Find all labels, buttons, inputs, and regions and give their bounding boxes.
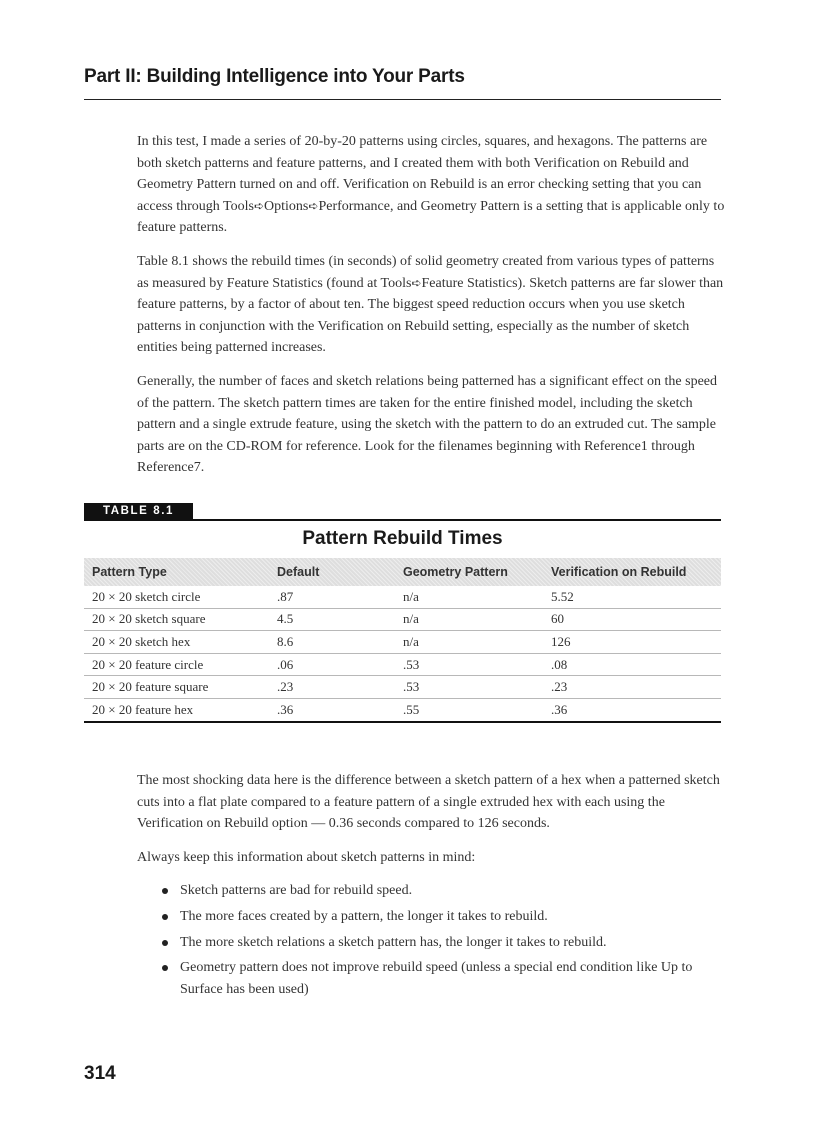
menu-arrow-icon: ➪ (411, 275, 422, 290)
table-cell: 4.5 (269, 608, 395, 631)
table-row (84, 698, 721, 721)
table-cell: .53 (395, 676, 543, 699)
intro-text (137, 131, 727, 491)
table-cell: .36 (543, 698, 721, 721)
table-cell: .23 (269, 676, 395, 699)
table-cell: 20 × 20 feature hex (84, 698, 269, 721)
table-cell: n/a (395, 586, 543, 608)
paragraph-1 (137, 131, 727, 239)
column-header: Pattern Type (92, 565, 167, 579)
table-header-row (84, 558, 721, 586)
list-item-text: The more faces created by a pattern, the longer it takes to rebuild. (180, 908, 548, 924)
table-cell: .23 (543, 676, 721, 699)
table-cell: .87 (269, 586, 395, 608)
menu-arrow-icon: ➪ (308, 198, 319, 213)
table-cell: 20 × 20 sketch hex (84, 631, 269, 654)
paragraph-1-text-2: Options (264, 198, 309, 214)
list-item (160, 906, 727, 928)
list-item-text: Geometry pattern does not improve rebuild speed (unless a special end condition like Up to Surface has been used) (180, 960, 693, 997)
bullet-icon (162, 914, 168, 920)
page-number: 314 (84, 1063, 116, 1084)
column-header: Verification on Rebuild (551, 565, 687, 579)
closing-text (137, 770, 727, 1004)
table-row (84, 608, 721, 631)
table-cell: 60 (543, 608, 721, 631)
menu-arrow-icon: ➪ (253, 198, 265, 213)
paragraph-5: Always keep this information about sketch patterns in mind: (137, 849, 476, 865)
table-cell: .55 (395, 698, 543, 721)
paragraph-4: The most shocking data here is the difference between a sketch pattern of a hex when a patterned sketch cuts into a flat plate compared to a feature pattern of a single extruded hex with each using the Verification on Rebuild option — 0.36 seconds compared to 126 seconds. (137, 773, 720, 832)
table-cell: .53 (395, 653, 543, 676)
table-cell: .08 (543, 653, 721, 676)
table-cell: .06 (269, 653, 395, 676)
paragraph-1-text-3: Performance, and Geometry Pattern is a setting that is applicable only to feature patterns. (137, 198, 725, 236)
running-head: Part II: Building Intelligence into Your Parts (84, 66, 465, 87)
paragraph-2-text: Table 8.1 shows the rebuild times (in seconds) of solid geometry created from various types of patterns as measured by Feature Statistics (found at Tools (137, 253, 715, 291)
table-cell: n/a (395, 631, 543, 654)
list-item (160, 957, 727, 1000)
rebuild-times-table (84, 558, 721, 723)
list-item-text: Sketch patterns are bad for rebuild speed. (180, 883, 413, 899)
table-cell: 20 × 20 sketch circle (84, 586, 269, 608)
table-label: TABLE 8.1 (84, 503, 193, 520)
table-row (84, 631, 721, 654)
paragraph-3: Generally, the number of faces and sketch relations being patterned has a significant effect on the speed of the pattern. The sketch pattern times are taken for the entire finished model, including the sketch pattern and a single extrude feature, using the sketch with the pattern to do an extruded cut. The sample parts are on the CD-ROM for reference. Look for the filenames beginning with Reference1 through Reference7. (137, 373, 717, 476)
table-cell: 20 × 20 feature circle (84, 653, 269, 676)
list-item (160, 880, 727, 902)
list-item (160, 932, 727, 954)
table-title: Pattern Rebuild Times (302, 528, 503, 549)
table-row (84, 586, 721, 608)
paragraph-2 (137, 251, 727, 359)
column-header: Geometry Pattern (403, 565, 508, 579)
table-cell: 20 × 20 sketch square (84, 608, 269, 631)
table-cell: n/a (395, 608, 543, 631)
table-cell: 126 (543, 631, 721, 654)
header-rule (84, 99, 721, 100)
table-cell: 5.52 (543, 586, 721, 608)
bullet-icon (162, 888, 168, 894)
table-row (84, 676, 721, 699)
paragraph-2-text-2: Feature Statistics). Sketch patterns are far slower than feature patterns, by a factor of about ten. The biggest speed reduction occurs when you use sketch patterns in conjunction with the Verification on Rebuild setting, especially as the number of sketch entities being patterned increases. (137, 275, 724, 356)
list-item-text: The more sketch relations a sketch pattern has, the longer it takes to rebuild. (180, 934, 607, 950)
bullet-icon (162, 940, 168, 946)
paragraph-1-text: In this test, I made a series of 20-by-20 patterns using circles, squares, and hexagons. The patterns are both sketch patterns and feature patterns, and I created them with both Verification on Rebuild and Geometry Pattern turned on and off. Verification on Rebuild is an error checking setting that you can access through Tools (137, 134, 708, 214)
table-top-rule (84, 519, 721, 521)
table-cell: 20 × 20 feature square (84, 676, 269, 699)
table-row (84, 653, 721, 676)
column-header: Default (277, 565, 320, 579)
bullet-list (137, 880, 727, 1000)
table-cell: .36 (269, 698, 395, 721)
table-cell: 8.6 (269, 631, 395, 654)
bullet-icon (162, 965, 168, 971)
